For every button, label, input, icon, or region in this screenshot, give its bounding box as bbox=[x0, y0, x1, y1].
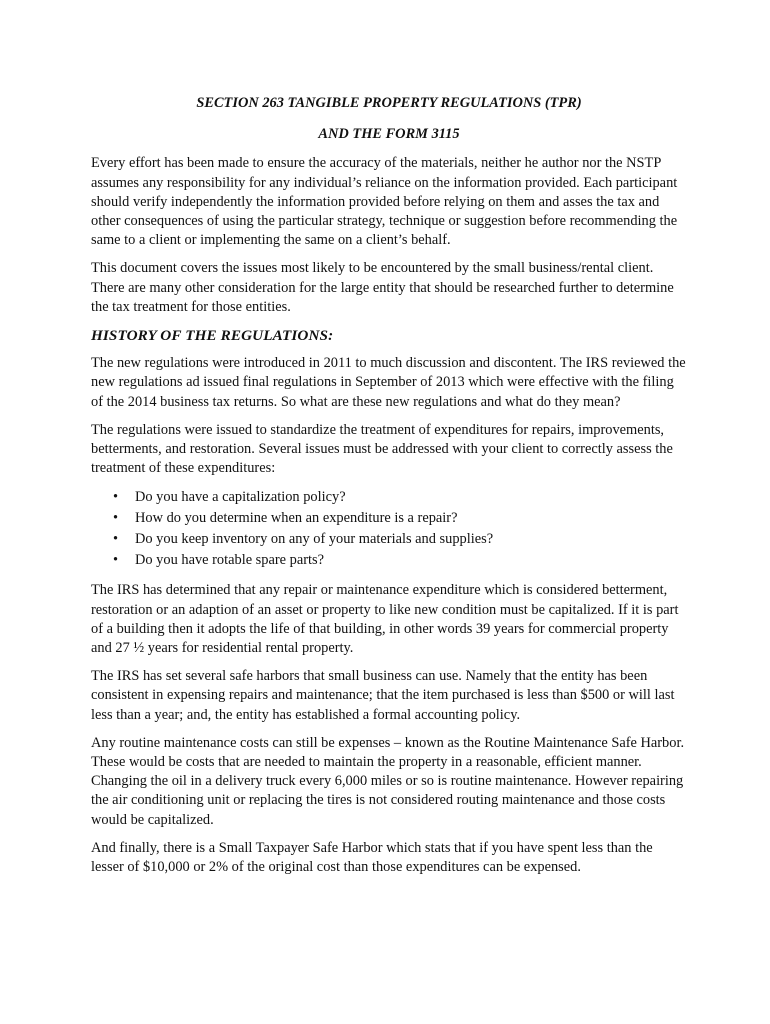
history-heading: HISTORY OF THE REGULATIONS: bbox=[91, 327, 334, 345]
bullet-icon: • bbox=[113, 552, 119, 569]
safe-harbors-paragraph: The IRS has set several safe harbors that small business can use. Namely that the entity has been consistent in expensing repairs and maintenance; that the item purchased is less than $500 or will last less than a year; and, the entity has established a formal accounting policy. bbox=[91, 668, 675, 723]
bullet-icon: • bbox=[113, 489, 119, 506]
document-body bbox=[91, 94, 687, 886]
bullet-text: Do you have a capitalization policy? bbox=[135, 489, 346, 506]
capitalization-paragraph: The IRS has determined that any repair or maintenance expenditure which is considered betterment, restoration or an adaption of an asset or property to like new condition must be capitalized. If it is part of a building then it adopts the life of that building, in other words 39 years for commercial property and 27 ½ years for residential rental property. bbox=[91, 582, 679, 657]
issues-bullet-list bbox=[91, 487, 687, 571]
bullet-item bbox=[91, 550, 687, 571]
document-title-line-2: AND THE FORM 3115 bbox=[318, 126, 460, 143]
bullet-item bbox=[91, 487, 687, 508]
history-paragraph-2: The regulations were issued to standardize the treatment of expenditures for repairs, improvements, betterments, and restoration. Several issues must be addressed with your client to correctly assess the treatment of these expenditures: bbox=[91, 421, 673, 477]
small-taxpayer-paragraph: And finally, there is a Small Taxpayer Safe Harbor which stats that if you have spent less than the lesser of $10,000 or 2% of the original cost than those expenditures can be expensed. bbox=[91, 839, 653, 876]
bullet-item bbox=[91, 529, 687, 550]
document-title-line-1: SECTION 263 TANGIBLE PROPERTY REGULATIONS (TPR) bbox=[196, 95, 582, 111]
bullet-icon: • bbox=[113, 531, 119, 548]
bullet-icon: • bbox=[113, 510, 119, 527]
bullet-text: Do you keep inventory on any of your materials and supplies? bbox=[135, 531, 494, 548]
scope-paragraph: This document covers the issues most likely to be encountered by the small business/rental client. There are many other consideration for the large entity that should be researched further to determine the tax treatment for those entities. bbox=[91, 260, 674, 315]
disclaimer-paragraph: Every effort has been made to ensure the accuracy of the materials, neither he author nor the NSTP assumes any responsibility for any individual’s reliance on the information provided. Each participant should verify independently the information provided before relying on them and asses the tax and other consequences of using the particular strategy, technique or suggestion before recommending the same to a client or implementing the same on a client’s behalf. bbox=[91, 155, 678, 249]
bullet-item bbox=[91, 508, 687, 529]
bullet-text: Do you have rotable spare parts? bbox=[135, 552, 325, 569]
routine-maintenance-paragraph: Any routine maintenance costs can still be expenses – known as the Routine Maintenance Safe Harbor. These would be costs that are needed to maintain the property in a reasonable, efficient manner. Changing the oil in a delivery truck every 6,000 miles or so is routine maintenance. However repairing the air conditioning unit or replacing the tires is not considered routing maintenance and those costs would be capitalized. bbox=[91, 734, 685, 828]
bullet-text: How do you determine when an expenditure is a repair? bbox=[135, 510, 458, 527]
history-paragraph-1: The new regulations were introduced in 2011 to much discussion and discontent. The IRS reviewed the new regulations ad issued final regulations in September of 2013 which were effective with the filing of the 2014 business tax returns. So what are these new regulations and what do they mean? bbox=[91, 355, 686, 410]
